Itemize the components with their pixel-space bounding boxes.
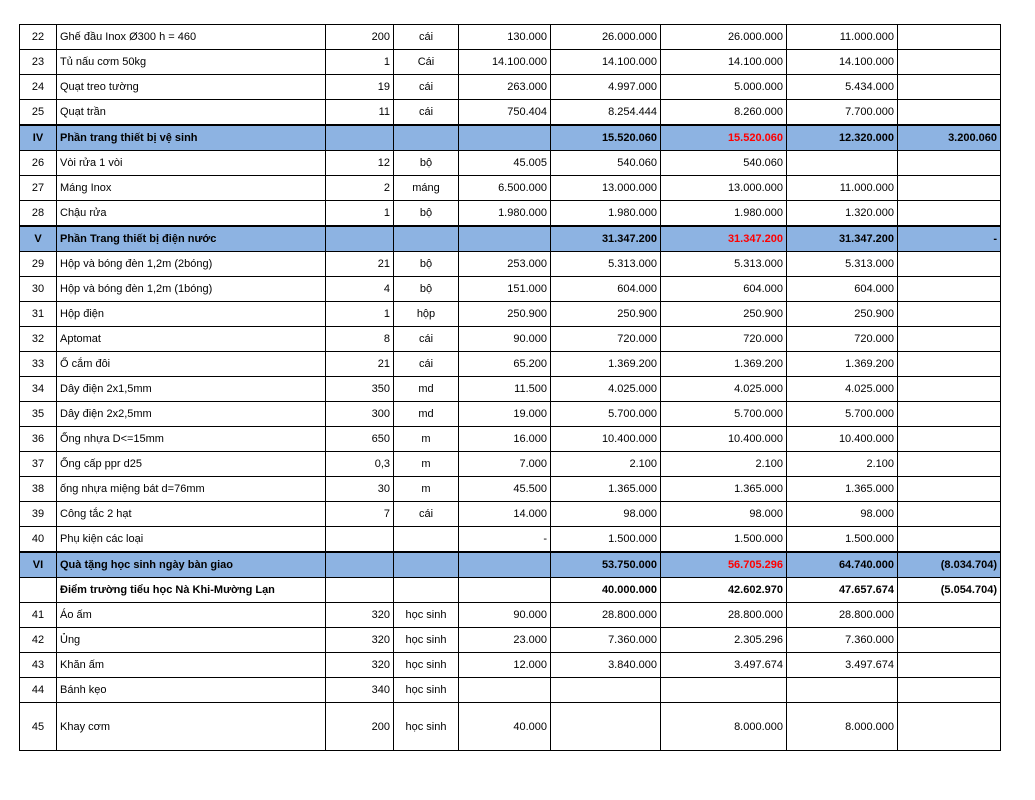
- cell: 1.320.000: [787, 201, 898, 227]
- cell: 1: [326, 50, 394, 75]
- cell: 1: [326, 302, 394, 327]
- cell: 31: [20, 302, 57, 327]
- cell: 98.000: [787, 502, 898, 527]
- cell: 650: [326, 427, 394, 452]
- cell: 11.000.000: [787, 176, 898, 201]
- cell: [898, 302, 1001, 327]
- cell: [394, 226, 459, 252]
- cell: 5.000.000: [661, 75, 787, 100]
- cell: [898, 100, 1001, 126]
- cell: 23: [20, 50, 57, 75]
- cell: [326, 226, 394, 252]
- cell: V: [20, 226, 57, 252]
- cell: 47.657.674: [787, 578, 898, 603]
- cell: [326, 125, 394, 151]
- cell: 45: [20, 703, 57, 751]
- table-row: [20, 50, 1001, 75]
- cell: Bánh kẹo: [57, 678, 326, 703]
- cell: [20, 578, 57, 603]
- cell: 40.000.000: [551, 578, 661, 603]
- cell: 4.997.000: [551, 75, 661, 100]
- cell: 604.000: [661, 277, 787, 302]
- cell: 540.060: [661, 151, 787, 176]
- cell: Công tắc 2 hạt: [57, 502, 326, 527]
- cell: 320: [326, 628, 394, 653]
- table-row: [20, 176, 1001, 201]
- cell: 23.000: [459, 628, 551, 653]
- cell: IV: [20, 125, 57, 151]
- cell: 44: [20, 678, 57, 703]
- cell: md: [394, 377, 459, 402]
- cell: 250.900: [459, 302, 551, 327]
- cell: [898, 252, 1001, 277]
- cell: 4: [326, 277, 394, 302]
- section-row: [20, 125, 1001, 151]
- cell: hộp: [394, 302, 459, 327]
- cell: 320: [326, 653, 394, 678]
- cell: [898, 603, 1001, 628]
- cell: 5.313.000: [787, 252, 898, 277]
- table-row: [20, 502, 1001, 527]
- table-row: [20, 377, 1001, 402]
- cell: 350: [326, 377, 394, 402]
- cell: 21: [326, 352, 394, 377]
- cell: Phần Trang thiết bị điện nước: [57, 226, 326, 252]
- cell: 8.260.000: [661, 100, 787, 126]
- table-row: [20, 603, 1001, 628]
- cell: 340: [326, 678, 394, 703]
- cell: 200: [326, 25, 394, 50]
- cell: [459, 125, 551, 151]
- cell: 45.005: [459, 151, 551, 176]
- cell: cái: [394, 25, 459, 50]
- cell: [898, 502, 1001, 527]
- cell: -: [459, 527, 551, 553]
- cell: 13.000.000: [661, 176, 787, 201]
- cell: Khăn ấm: [57, 653, 326, 678]
- cell: 1.980.000: [551, 201, 661, 227]
- cell: Hộp và bóng đèn 1,2m (2bóng): [57, 252, 326, 277]
- cell: 1.500.000: [661, 527, 787, 553]
- cell: Ổ cắm đôi: [57, 352, 326, 377]
- cell: -: [898, 226, 1001, 252]
- cell: 540.060: [551, 151, 661, 176]
- cell: m: [394, 427, 459, 452]
- cell: 320: [326, 603, 394, 628]
- cell: Chậu rửa: [57, 201, 326, 227]
- cell: 29: [20, 252, 57, 277]
- cell: 0,3: [326, 452, 394, 477]
- table-row: [20, 653, 1001, 678]
- cell: m: [394, 452, 459, 477]
- cell: [898, 25, 1001, 50]
- cell: 720.000: [661, 327, 787, 352]
- cell: 5.700.000: [551, 402, 661, 427]
- cell: cái: [394, 352, 459, 377]
- cell: [787, 678, 898, 703]
- cell: 43: [20, 653, 57, 678]
- cell: học sinh: [394, 603, 459, 628]
- cell: Ghế đầu Inox Ø300 h = 460: [57, 25, 326, 50]
- cell: 90.000: [459, 327, 551, 352]
- cell: bộ: [394, 151, 459, 176]
- table-row: [20, 427, 1001, 452]
- cell: Điểm trường tiểu học Nà Khi-Mường Lạn: [57, 578, 326, 603]
- cell: Hộp và bóng đèn 1,2m (1bóng): [57, 277, 326, 302]
- cell: cái: [394, 100, 459, 126]
- cell: [898, 201, 1001, 227]
- cell: Quà tặng học sinh ngày bàn giao: [57, 552, 326, 578]
- cell: 1.365.000: [787, 477, 898, 502]
- table-row: [20, 252, 1001, 277]
- cell: md: [394, 402, 459, 427]
- cell: 1.369.200: [661, 352, 787, 377]
- cell: [394, 527, 459, 553]
- cell: 12: [326, 151, 394, 176]
- cell: máng: [394, 176, 459, 201]
- cell: 28.800.000: [551, 603, 661, 628]
- cell: bộ: [394, 277, 459, 302]
- cell: 2.100: [787, 452, 898, 477]
- cell: 16.000: [459, 427, 551, 452]
- cell: Aptomat: [57, 327, 326, 352]
- table-row: [20, 302, 1001, 327]
- cell: 250.900: [661, 302, 787, 327]
- cell: 720.000: [787, 327, 898, 352]
- cell: 34: [20, 377, 57, 402]
- cell: 5.700.000: [661, 402, 787, 427]
- cell: 2: [326, 176, 394, 201]
- cell: Áo ấm: [57, 603, 326, 628]
- cell: 604.000: [787, 277, 898, 302]
- table-row: [20, 527, 1001, 553]
- cell: 2.305.296: [661, 628, 787, 653]
- cell: 24: [20, 75, 57, 100]
- cell: 1: [326, 201, 394, 227]
- cell: học sinh: [394, 703, 459, 751]
- cell: [326, 527, 394, 553]
- cell: [898, 377, 1001, 402]
- cell: [898, 327, 1001, 352]
- cell: [459, 552, 551, 578]
- cell: 8.254.444: [551, 100, 661, 126]
- cell: Quạt treo tường: [57, 75, 326, 100]
- cell: 90.000: [459, 603, 551, 628]
- cell: [661, 678, 787, 703]
- cell: 98.000: [551, 502, 661, 527]
- cell: cái: [394, 327, 459, 352]
- cell: 31.347.200: [551, 226, 661, 252]
- cell: [898, 151, 1001, 176]
- cell: Vòi rửa 1 vòi: [57, 151, 326, 176]
- cell: 12.000: [459, 653, 551, 678]
- cell: 14.100.000: [459, 50, 551, 75]
- cell: 7: [326, 502, 394, 527]
- cell: 5.700.000: [787, 402, 898, 427]
- cell: 1.980.000: [459, 201, 551, 227]
- cell: 64.740.000: [787, 552, 898, 578]
- cell: 200: [326, 703, 394, 751]
- cell: 14.100.000: [787, 50, 898, 75]
- cell: 3.497.674: [661, 653, 787, 678]
- cell: (8.034.704): [898, 552, 1001, 578]
- cell: 8.000.000: [661, 703, 787, 751]
- cell: Dây điện 2x1,5mm: [57, 377, 326, 402]
- cell: Ống nhựa D<=15mm: [57, 427, 326, 452]
- table-row: [20, 628, 1001, 653]
- cell: 25: [20, 100, 57, 126]
- table-row: [20, 678, 1001, 703]
- cell: [394, 125, 459, 151]
- cell: bộ: [394, 201, 459, 227]
- cell: [898, 678, 1001, 703]
- cell: [394, 578, 459, 603]
- cell: cái: [394, 502, 459, 527]
- table-row: [20, 100, 1001, 126]
- cell: [898, 477, 1001, 502]
- table-row: [20, 277, 1001, 302]
- cell: 56.705.296: [661, 552, 787, 578]
- cell: 1.369.200: [551, 352, 661, 377]
- cell: m: [394, 477, 459, 502]
- cell: [898, 402, 1001, 427]
- cell: 1.980.000: [661, 201, 787, 227]
- cell: Khay cơm: [57, 703, 326, 751]
- cell: 21: [326, 252, 394, 277]
- cell: 13.000.000: [551, 176, 661, 201]
- cell: 12.320.000: [787, 125, 898, 151]
- cell: 53.750.000: [551, 552, 661, 578]
- cell: Máng Inox: [57, 176, 326, 201]
- cell: 253.000: [459, 252, 551, 277]
- cell: 1.365.000: [551, 477, 661, 502]
- cell: [459, 678, 551, 703]
- cell: 750.404: [459, 100, 551, 126]
- table-row: [20, 151, 1001, 176]
- cell: 11.000.000: [787, 25, 898, 50]
- cell: Ủng: [57, 628, 326, 653]
- cell: 14.000: [459, 502, 551, 527]
- cell: 10.400.000: [661, 427, 787, 452]
- table-row: [20, 352, 1001, 377]
- cell: 2.100: [661, 452, 787, 477]
- cell: 42: [20, 628, 57, 653]
- cell: 14.100.000: [661, 50, 787, 75]
- cell: 26.000.000: [551, 25, 661, 50]
- cell: 42.602.970: [661, 578, 787, 603]
- cell: 4.025.000: [787, 377, 898, 402]
- cell: 37: [20, 452, 57, 477]
- cell: 5.434.000: [787, 75, 898, 100]
- cell: 300: [326, 402, 394, 427]
- cell: 250.900: [551, 302, 661, 327]
- cell: 250.900: [787, 302, 898, 327]
- cell: Dây điện 2x2,5mm: [57, 402, 326, 427]
- cell: 5.313.000: [551, 252, 661, 277]
- cell: 19.000: [459, 402, 551, 427]
- cell: [898, 352, 1001, 377]
- cell: Phần trang thiết bị vệ sinh: [57, 125, 326, 151]
- cell: (5.054.704): [898, 578, 1001, 603]
- cell: 4.025.000: [551, 377, 661, 402]
- cell: [898, 452, 1001, 477]
- cell: [551, 703, 661, 751]
- cell: 7.000: [459, 452, 551, 477]
- table-row: [20, 327, 1001, 352]
- cell: 65.200: [459, 352, 551, 377]
- cell: 1.369.200: [787, 352, 898, 377]
- table-row: [20, 703, 1001, 751]
- cell: học sinh: [394, 678, 459, 703]
- cell: 28.800.000: [661, 603, 787, 628]
- cell: 27: [20, 176, 57, 201]
- cell: 40: [20, 527, 57, 553]
- cell: Phụ kiện các loại: [57, 527, 326, 553]
- cell: 604.000: [551, 277, 661, 302]
- cell: 7.360.000: [551, 628, 661, 653]
- cell: Hộp điện: [57, 302, 326, 327]
- section-row: [20, 226, 1001, 252]
- cell: học sinh: [394, 628, 459, 653]
- cell: bộ: [394, 252, 459, 277]
- cell: 130.000: [459, 25, 551, 50]
- cell: VI: [20, 552, 57, 578]
- cell: 10.400.000: [787, 427, 898, 452]
- section-row: [20, 552, 1001, 578]
- table-row: [20, 477, 1001, 502]
- cell: 40.000: [459, 703, 551, 751]
- cell: 28.800.000: [787, 603, 898, 628]
- cell: 1.365.000: [661, 477, 787, 502]
- cell: 8.000.000: [787, 703, 898, 751]
- cell: 1.500.000: [551, 527, 661, 553]
- cell: 28: [20, 201, 57, 227]
- cell: 32: [20, 327, 57, 352]
- cell: 15.520.060: [661, 125, 787, 151]
- cell: 1.500.000: [787, 527, 898, 553]
- cell: 38: [20, 477, 57, 502]
- cell: [898, 527, 1001, 553]
- cell: [787, 151, 898, 176]
- cell: 39: [20, 502, 57, 527]
- cell: 41: [20, 603, 57, 628]
- table-row: [20, 452, 1001, 477]
- cell: 151.000: [459, 277, 551, 302]
- table-row: [20, 402, 1001, 427]
- cell: ống nhựa miệng bát d=76mm: [57, 477, 326, 502]
- cell: 33: [20, 352, 57, 377]
- cell: 30: [20, 277, 57, 302]
- cell: học sinh: [394, 653, 459, 678]
- table-row: [20, 578, 1001, 603]
- cell: 2.100: [551, 452, 661, 477]
- cell: 98.000: [661, 502, 787, 527]
- cell: Quạt trần: [57, 100, 326, 126]
- cell: 10.400.000: [551, 427, 661, 452]
- cell: 5.313.000: [661, 252, 787, 277]
- cell: 22: [20, 25, 57, 50]
- cell: 31.347.200: [661, 226, 787, 252]
- cell: 45.500: [459, 477, 551, 502]
- cell: 4.025.000: [661, 377, 787, 402]
- cell: 26: [20, 151, 57, 176]
- cell: [898, 427, 1001, 452]
- cell: [898, 703, 1001, 751]
- cell: Ống cấp ppr d25: [57, 452, 326, 477]
- cell: [898, 277, 1001, 302]
- table-row: [20, 201, 1001, 227]
- cell: [326, 578, 394, 603]
- cell: 11.500: [459, 377, 551, 402]
- cell: 6.500.000: [459, 176, 551, 201]
- cell: 7.700.000: [787, 100, 898, 126]
- cell: Cái: [394, 50, 459, 75]
- cell: [459, 226, 551, 252]
- cell: [898, 653, 1001, 678]
- cell: 3.497.674: [787, 653, 898, 678]
- cell: 26.000.000: [661, 25, 787, 50]
- cell: 3.200.060: [898, 125, 1001, 151]
- table-row: [20, 75, 1001, 100]
- cell: 263.000: [459, 75, 551, 100]
- cell: 19: [326, 75, 394, 100]
- cell: [459, 578, 551, 603]
- cell: [898, 50, 1001, 75]
- cell: [898, 628, 1001, 653]
- cell: 7.360.000: [787, 628, 898, 653]
- cell: 720.000: [551, 327, 661, 352]
- cell: 11: [326, 100, 394, 126]
- cost-table: [19, 24, 1001, 751]
- cell: 35: [20, 402, 57, 427]
- cell: 14.100.000: [551, 50, 661, 75]
- cell: cái: [394, 75, 459, 100]
- cell: [898, 75, 1001, 100]
- cell: 8: [326, 327, 394, 352]
- cell: [326, 552, 394, 578]
- cell: 3.840.000: [551, 653, 661, 678]
- table-row: [20, 25, 1001, 50]
- cell: Tủ nấu cơm 50kg: [57, 50, 326, 75]
- cell: 30: [326, 477, 394, 502]
- cell: 36: [20, 427, 57, 452]
- cell: 15.520.060: [551, 125, 661, 151]
- cell: [898, 176, 1001, 201]
- cell: [551, 678, 661, 703]
- cell: [394, 552, 459, 578]
- cell: 31.347.200: [787, 226, 898, 252]
